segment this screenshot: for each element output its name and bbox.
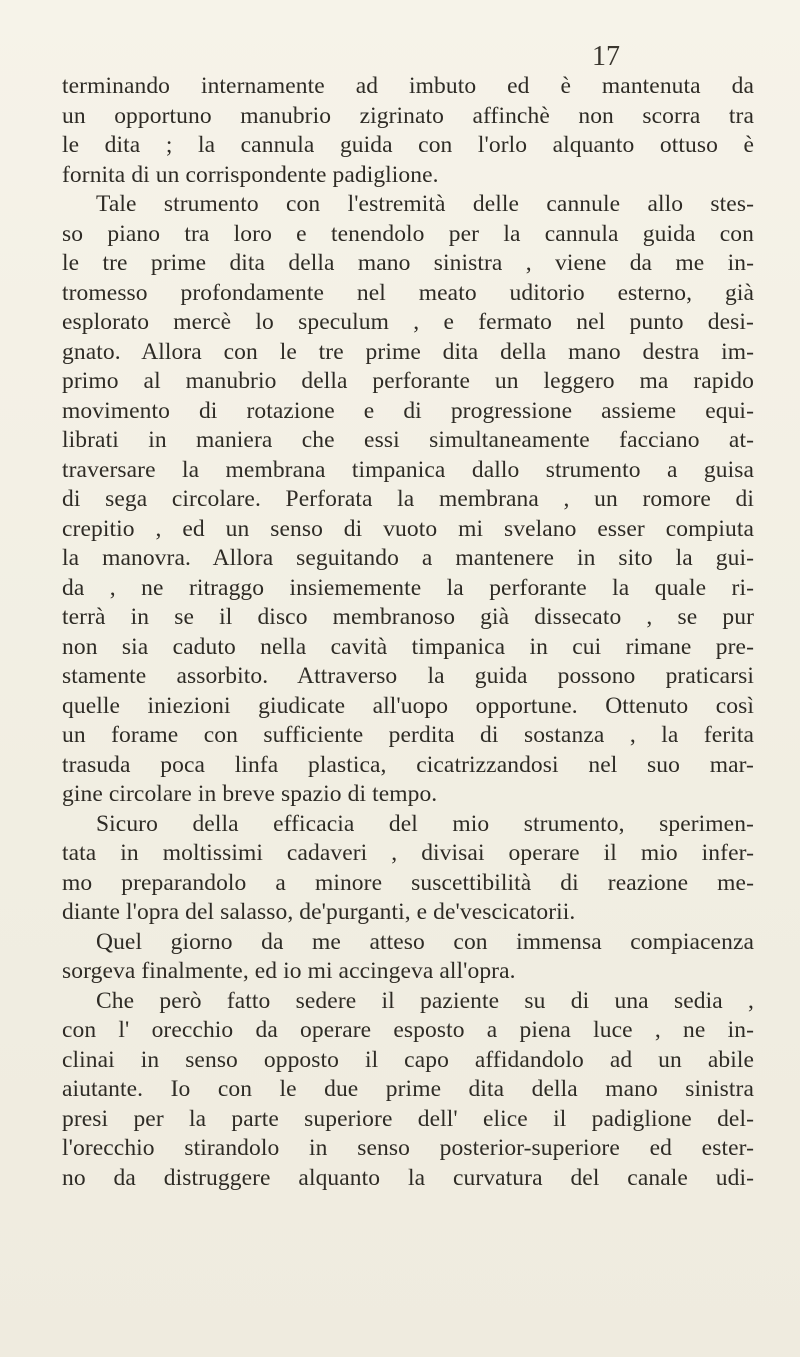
text-line: Tale strumento con l'estremità delle cannule allo stes- [96, 191, 754, 217]
text-line: gine circolare in breve spazio di tempo. [62, 781, 438, 807]
text-line: stamente assorbito. Attraverso la guida possono praticarsi [62, 663, 754, 689]
body-text [62, 72, 754, 1193]
text-line: clinai in senso opposto il capo affidandolo ad un abile [62, 1046, 754, 1073]
text-line: terminando internamente ad imbuto ed è mantenuta da [62, 73, 754, 99]
text-line: tromesso profondamente nel meato uditorio esterno, già [62, 279, 754, 306]
text-line: un opportuno manubrio zigrinato affinchè non scorra tra [62, 102, 754, 129]
text-line: presi per la parte superiore dell' elice il padiglione del- [62, 1105, 754, 1132]
text-line: gnato. Allora con le tre prime dita della mano destra im- [62, 338, 754, 365]
text-line: le tre prime dita della mano sinistra , viene da me in- [62, 250, 754, 276]
text-line: sorgeva finalmente, ed io mi accingeva all'opra. [62, 958, 516, 984]
text-line: Quel giorno da me atteso con immensa compiacenza [96, 928, 754, 955]
text-line: diante l'opra del salasso, de'purganti, e de'vescicatorii. [62, 899, 576, 925]
text-line: tata in moltissimi cadaveri , divisai operare il mio infer- [62, 840, 754, 866]
text-line: primo al manubrio della perforante un leggero ma rapido [62, 368, 754, 394]
text-line: un forame con sufficiente perdita di sostanza , la ferita [62, 722, 754, 748]
text-line: mo preparandolo a minore suscettibilità di reazione me- [62, 869, 754, 896]
text-line: la manovra. Allora seguitando a mantenere in sito la gui- [62, 545, 754, 571]
text-line: aiutante. Io con le due prime dita della mano sinistra [62, 1076, 754, 1102]
text-line: trasuda poca linfa plastica, cicatrizzandosi nel suo mar- [62, 751, 754, 778]
text-line: terrà in se il disco membranoso già dissecato , se pur [62, 604, 754, 630]
text-line: esplorato mercè lo speculum , e fermato nel punto desi- [62, 309, 754, 335]
text-line: non sia caduto nella cavità timpanica in cui rimane pre- [62, 633, 754, 660]
text-line: movimento di rotazione e di progressione assieme equi- [62, 397, 754, 424]
page-number: 17 [592, 41, 620, 72]
text-line: traversare la membrana timpanica dallo strumento a guisa [62, 456, 754, 483]
text-line: so piano tra loro e tenendolo per la cannula guida con [62, 220, 754, 247]
text-line: Sicuro della efficacia del mio strumento, sperimen- [96, 810, 754, 837]
text-line: di sega circolare. Perforata la membrana , un romore di [62, 486, 754, 512]
text-line: librati in maniera che essi simultaneamente facciano at- [62, 427, 754, 453]
text-line: no da distruggere alquanto la curvatura del canale udi- [62, 1164, 754, 1191]
text-line: crepitio , ed un senso di vuoto mi svelano esser compiuta [62, 515, 754, 542]
text-line: da , ne ritraggo insiememente la perforante la quale ri- [62, 574, 754, 601]
text-line: Che però fatto sedere il paziente su di una sedia , [96, 987, 754, 1014]
text-line: fornita di un corrispondente padiglione. [62, 161, 439, 188]
text-line: l'orecchio stirandolo in senso posterior-superiore ed ester- [62, 1135, 754, 1161]
text-line: le dita ; la cannula guida con l'orlo alquanto ottuso è [62, 132, 754, 158]
text-line: quelle iniezioni giudicate all'uopo opportune. Ottenuto così [62, 692, 754, 719]
text-line: con l' orecchio da operare esposto a piena luce , ne in- [62, 1017, 754, 1043]
